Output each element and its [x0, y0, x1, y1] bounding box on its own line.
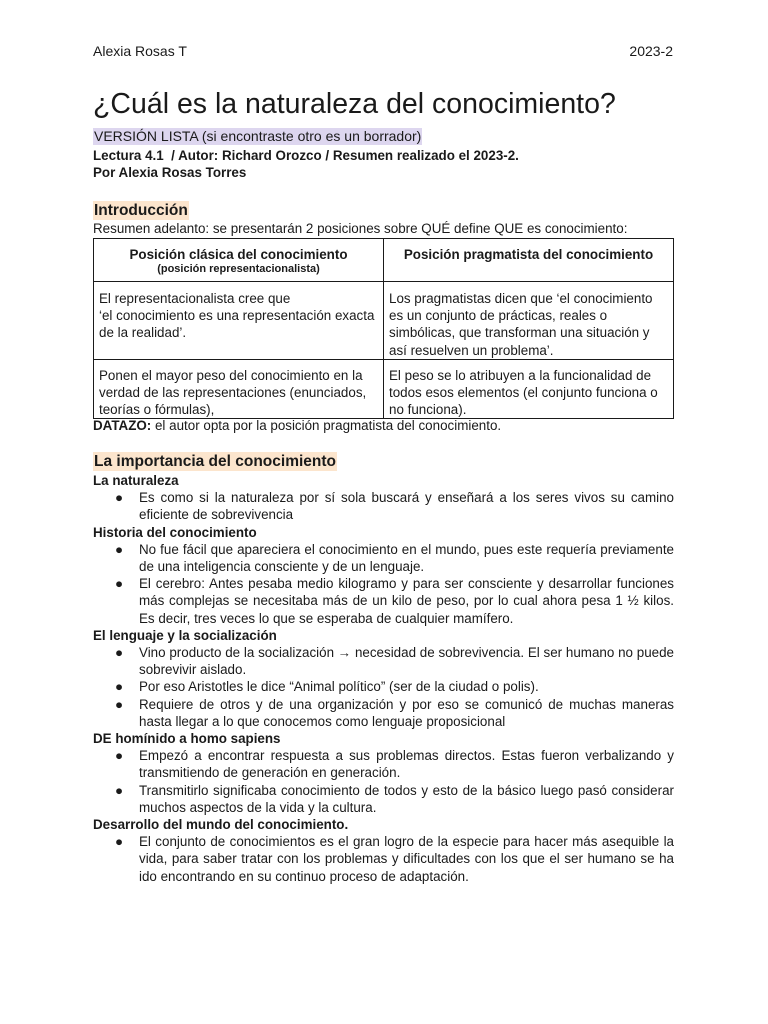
list-item: [93, 575, 674, 627]
table-row: [94, 359, 674, 419]
table-cell: El representacionalista cree que ‘el conocimiento es una representación exacta de la realidad’.: [94, 282, 384, 360]
subsection-title: El lenguaje y la socialización: [93, 627, 277, 643]
subsection-title: DE homínido a homo sapiens: [93, 731, 281, 747]
table-header-pragmatic: [384, 239, 674, 282]
list-item: [93, 782, 674, 816]
bullet-list: [93, 489, 674, 523]
version-note: VERSIÓN LISTA (si encontraste otro es un borrador): [94, 128, 422, 144]
list-item-text: Vino producto de la socialización → necesidad de sobrevivencia. El ser humano no puede sobrevivir aislado.: [139, 645, 674, 678]
list-item-text: Empezó a encontrar respuesta a sus problemas directos. Estas fueron verbalizando y transmitiendo de generación en generación.: [139, 748, 674, 781]
bullet-icon: ●: [115, 541, 124, 557]
subsection-title: La naturaleza: [93, 473, 179, 488]
importance-heading: La importancia del conocimiento: [94, 453, 337, 470]
list-item-text: El conjunto de conocimientos es el gran logro de la especie para hacer más asequible la vida, para saber tratar con los problemas y dificultades con los que el ser humano se ha ido encontrando en su continuo proceso de adaptación.: [139, 834, 674, 884]
bullet-icon: ●: [115, 576, 124, 592]
list-item: [93, 678, 674, 695]
document-title: ¿Cuál es la naturaleza del conocimiento?: [93, 88, 616, 120]
bullet-icon: ●: [115, 490, 124, 506]
list-item-text: Transmitirlo significaba conocimiento de todos y esto de la básico luego pasó considerar muchos aspectos de la vida y la cultura.: [139, 782, 674, 815]
list-item-text: El cerebro: Antes pesaba medio kilogramo y para ser consciente y desarrollar funciones más complejas se necesitaba más de un kilo de peso, por lo cual ahora pesa 1 ½ kilos. Es decir, tres veces lo que se esperaba de cualquier mamífero.: [139, 576, 674, 626]
intro-heading: Introducción: [94, 202, 188, 219]
table-header-classic: [94, 239, 384, 282]
table-cell: Ponen el mayor peso del conocimiento en la verdad de las representaciones (enunciados, teorías o fórmulas),: [94, 359, 384, 419]
table-header-row: [94, 239, 674, 282]
meta-line-1: Lectura 4.1 / Autor: Richard Orozco / Resumen realizado el 2023-2.: [93, 148, 519, 163]
list-item-text: No fue fácil que apareciera el conocimiento en el mundo, pues este requería previamente de una inteligencia consciente y de un lenguaje.: [139, 541, 674, 575]
bullet-list: [93, 541, 674, 627]
list-item-text: Requiere de otros y de una organización y por eso se comunicó de muchas maneras hasta llegar a lo que conocemos como lenguaje proposicional: [139, 696, 674, 729]
list-item: [93, 747, 674, 781]
header-period: 2023-2: [629, 43, 673, 59]
comparison-table: [93, 238, 674, 419]
pragmatic-header-label: Posición pragmatista del conocimiento: [403, 247, 654, 262]
table-row: [94, 282, 674, 360]
list-item: [93, 696, 674, 730]
subsection-title: Desarrollo del mundo del conocimiento.: [93, 817, 349, 833]
document-meta: [93, 147, 519, 181]
datazo-text: el autor opta por la posición pragmatista del conocimiento.: [151, 418, 502, 433]
list-item-text: Por eso Aristotles le dice “Animal político” (ser de la ciudad o polis).: [139, 679, 539, 695]
bullet-icon: ●: [115, 645, 124, 661]
header-author: Alexia Rosas T: [93, 43, 187, 59]
bullet-icon: ●: [115, 696, 124, 712]
bullet-list: [93, 747, 674, 816]
subsection-title: Historia del conocimiento: [93, 524, 257, 540]
list-item: [93, 541, 674, 575]
bullet-icon: ●: [115, 679, 124, 695]
bullet-icon: ●: [115, 834, 124, 850]
meta-line-2: Por Alexia Rosas Torres: [93, 165, 247, 180]
importance-sections: [93, 472, 674, 885]
intro-text: Resumen adelanto: se presentarán 2 posiciones sobre QUÉ define QUE es conocimiento:: [93, 221, 628, 236]
list-item: [93, 644, 674, 678]
datazo-label: DATAZO:: [93, 418, 152, 433]
bullet-icon: ●: [115, 782, 124, 798]
list-item: [93, 833, 674, 885]
table-cell: El peso se lo atribuyen a la funcionalidad de todos esos elementos (el conjunto funciona o no funciona).: [384, 359, 674, 419]
classic-header-sublabel: (posición representacionalista): [157, 263, 320, 276]
bullet-icon: ●: [115, 748, 124, 764]
datazo-note: [93, 417, 501, 434]
bullet-list: [93, 833, 674, 885]
classic-header-label: Posición clásica del conocimiento: [129, 247, 348, 262]
list-item: [93, 489, 674, 523]
table-cell: Los pragmatistas dicen que ‘el conocimiento es un conjunto de prácticas, reales o simbólicas, que transforman una situación y así resuelven un problema’.: [384, 282, 674, 360]
list-item-text: Es como si la naturaleza por sí sola buscará y enseñará a los seres vivos su camino eficiente de sobrevivencia: [139, 490, 674, 523]
page-header: [93, 43, 673, 61]
bullet-list: [93, 644, 674, 730]
